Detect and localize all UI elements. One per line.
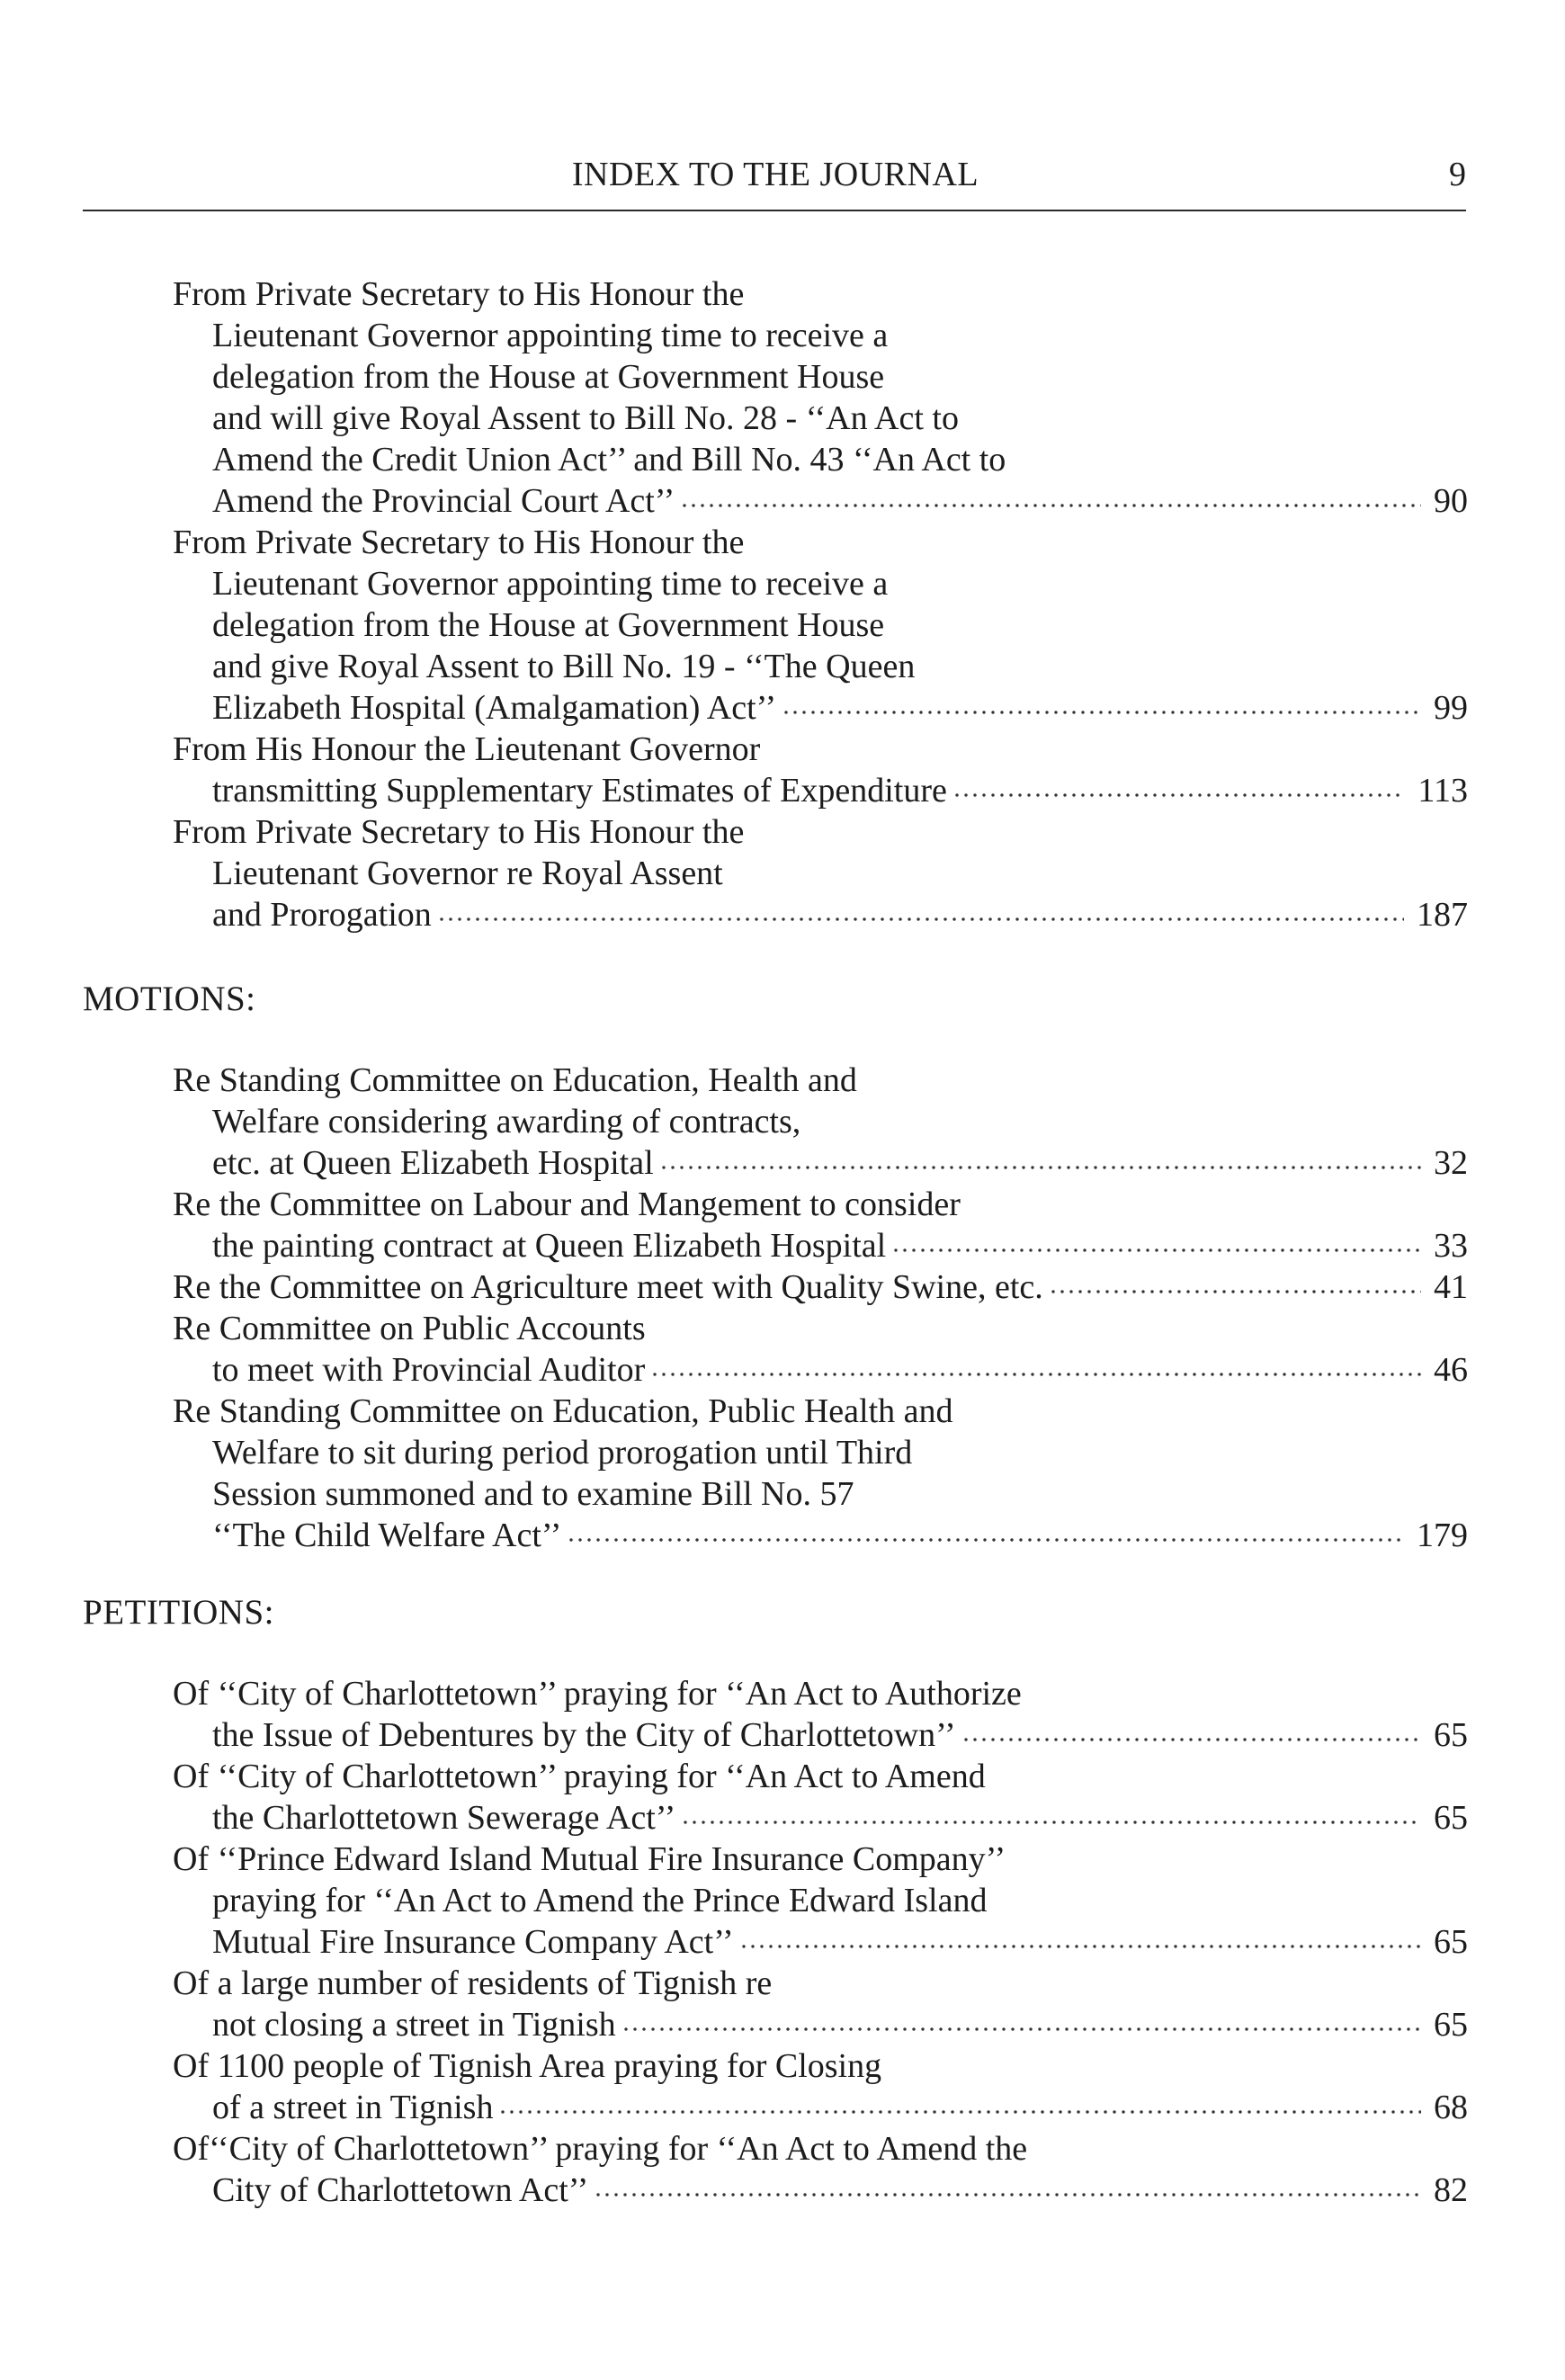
index-entry xyxy=(173,1391,1468,1556)
entry-last-line xyxy=(173,2170,1468,2211)
entry-line: Lieutenant Governor appointing time to receive a xyxy=(212,317,889,354)
index-entry xyxy=(173,522,1468,729)
entry-line: Amend the Provincial Court Act’’ xyxy=(212,482,675,520)
entry-line: not closing a street in Tignish xyxy=(212,2006,616,2044)
entry-line: and will give Royal Assent to Bill No. 28 - ‘‘An Act to xyxy=(212,399,959,437)
entry-last-line xyxy=(173,1714,1468,1756)
dot-leader xyxy=(952,791,1406,800)
entry-line: delegation from the House at Government House xyxy=(212,606,885,644)
entry-line: Session summoned and to examine Bill No. 57 xyxy=(212,1475,854,1513)
entry-line: Lieutenant Governor appointing time to receive a xyxy=(212,565,889,603)
entry-line: and give Royal Assent to Bill No. 19 - ‘‘The Queen xyxy=(212,648,916,685)
entry-line: Re the Committee on Agriculture meet with Quality Swine, etc. xyxy=(173,1268,1043,1306)
entry-line: Lieutenant Governor re Royal Assent xyxy=(212,854,723,892)
index-entry xyxy=(173,811,1468,935)
entry-page-number: 65 xyxy=(1434,1716,1468,1754)
entry-line: Re Standing Committee on Education, Public Health and xyxy=(173,1392,953,1430)
entry-line: Elizabeth Hospital (Amalgamation) Act’’ xyxy=(212,689,777,727)
entry-line: of a street in Tignish xyxy=(212,2089,494,2126)
entry-line: From Private Secretary to His Honour the xyxy=(173,523,745,561)
entry-last-line xyxy=(173,480,1468,522)
entry-page-number: 113 xyxy=(1417,772,1468,810)
dot-leader xyxy=(782,708,1421,717)
index-entry xyxy=(173,1308,1468,1391)
entry-line: Of 1100 people of Tignish Area praying for Closing xyxy=(173,2047,882,2085)
entry-page-number: 33 xyxy=(1434,1227,1468,1265)
entry-page-number: 179 xyxy=(1417,1517,1468,1554)
entry-last-line xyxy=(173,1349,1468,1391)
entry-line: From Private Secretary to His Honour the xyxy=(173,813,745,851)
entry-last-line xyxy=(173,2004,1468,2045)
entry-line: delegation from the House at Government House xyxy=(212,358,885,396)
index-entry xyxy=(173,1266,1468,1308)
dot-leader xyxy=(594,2190,1421,2199)
entry-last-line xyxy=(173,1225,1468,1266)
index-entry xyxy=(173,2128,1468,2211)
entry-line: Re Standing Committee on Education, Health and xyxy=(173,1061,857,1099)
dot-leader xyxy=(681,1818,1421,1827)
entry-page-number: 46 xyxy=(1434,1351,1468,1389)
dot-leader xyxy=(650,1370,1421,1379)
entry-page-number: 90 xyxy=(1434,482,1468,520)
index-entry xyxy=(173,1963,1468,2045)
index-entry xyxy=(173,273,1468,522)
entry-page-number: 65 xyxy=(1434,1923,1468,1961)
entry-page-number: 82 xyxy=(1434,2171,1468,2209)
entry-line: and Prorogation xyxy=(212,896,432,934)
entry-line: ‘‘The Child Welfare Act’’ xyxy=(212,1517,562,1554)
entry-line: to meet with Provincial Auditor xyxy=(212,1351,646,1389)
entry-last-line xyxy=(173,770,1468,811)
dot-leader xyxy=(891,1246,1421,1255)
index-entry xyxy=(173,1184,1468,1266)
entry-line: the painting contract at Queen Elizabeth Hospital xyxy=(212,1227,887,1265)
entry-last-line xyxy=(173,1266,1468,1308)
index-entry xyxy=(173,2045,1468,2128)
index-entry xyxy=(173,1673,1468,1756)
dot-leader xyxy=(498,2107,1421,2116)
entry-line: Of ‘‘City of Charlottetown’’ praying for ‘‘An Act to Amend xyxy=(173,1758,986,1795)
dot-leader xyxy=(1049,1287,1421,1296)
entry-line: etc. at Queen Elizabeth Hospital xyxy=(212,1144,654,1182)
entry-page-number: 68 xyxy=(1434,2089,1468,2126)
dot-leader xyxy=(567,1535,1404,1544)
entry-line: Of ‘‘City of Charlottetown’’ praying for ‘‘An Act to Authorize xyxy=(173,1675,1022,1713)
entry-line: Welfare to sit during period prorogation until Third xyxy=(212,1434,913,1472)
dot-leader xyxy=(437,915,1404,924)
entry-line: the Charlottetown Sewerage Act’’ xyxy=(212,1799,676,1837)
page-number: 9 xyxy=(1449,156,1466,193)
index-entry xyxy=(173,1839,1468,1963)
running-header xyxy=(83,155,1468,200)
entry-line: From His Honour the Lieutenant Governor xyxy=(173,730,761,768)
entry-page-number: 65 xyxy=(1434,2006,1468,2044)
entry-line: From Private Secretary to His Honour the xyxy=(173,275,745,313)
entry-last-line xyxy=(173,1515,1468,1556)
entry-line: Amend the Credit Union Act’’ and Bill No. 43 ‘‘An Act to xyxy=(212,441,1006,479)
entry-last-line xyxy=(173,1142,1468,1184)
entry-line: Of a large number of residents of Tignish re xyxy=(173,1964,773,2002)
entry-line: the Issue of Debentures by the City of Charlottetown’’ xyxy=(212,1716,956,1754)
entry-page-number: 65 xyxy=(1434,1799,1468,1837)
entry-page-number: 32 xyxy=(1434,1144,1468,1182)
petitions-heading: PETITIONS: xyxy=(83,1593,274,1632)
entry-line: Mutual Fire Insurance Company Act’’ xyxy=(212,1923,734,1961)
entry-line: transmitting Supplementary Estimates of Expenditure xyxy=(212,772,947,810)
entry-page-number: 187 xyxy=(1417,896,1468,934)
entry-page-number: 41 xyxy=(1434,1268,1468,1306)
dot-leader xyxy=(739,1942,1421,1951)
entry-line: Of‘‘City of Charlottetown’’ praying for ‘‘An Act to Amend the xyxy=(173,2130,1028,2168)
dot-leader xyxy=(961,1735,1421,1744)
page-title: INDEX TO THE JOURNAL xyxy=(571,156,979,193)
entry-line: City of Charlottetown Act’’ xyxy=(212,2171,589,2209)
dot-leader xyxy=(622,2025,1421,2034)
header-rule xyxy=(83,210,1466,211)
dot-leader xyxy=(659,1163,1421,1172)
motions-heading: MOTIONS: xyxy=(83,980,256,1018)
entry-last-line xyxy=(173,1797,1468,1839)
entry-line: Of ‘‘Prince Edward Island Mutual Fire Insurance Company’’ xyxy=(173,1840,1006,1878)
entry-line: Re Committee on Public Accounts xyxy=(173,1310,646,1347)
entry-line: praying for ‘‘An Act to Amend the Prince Edward Island xyxy=(212,1882,988,1919)
entry-last-line xyxy=(173,894,1468,935)
entry-last-line xyxy=(173,2087,1468,2128)
index-entry xyxy=(173,1756,1468,1839)
entry-line: Welfare considering awarding of contracts, xyxy=(212,1103,801,1141)
entry-last-line xyxy=(173,687,1468,729)
index-entry xyxy=(173,729,1468,811)
dot-leader xyxy=(680,501,1421,510)
entry-line: Re the Committee on Labour and Mangement to consider xyxy=(173,1186,961,1223)
entry-last-line xyxy=(173,1921,1468,1963)
index-entry xyxy=(173,1060,1468,1184)
entry-page-number: 99 xyxy=(1434,689,1468,727)
